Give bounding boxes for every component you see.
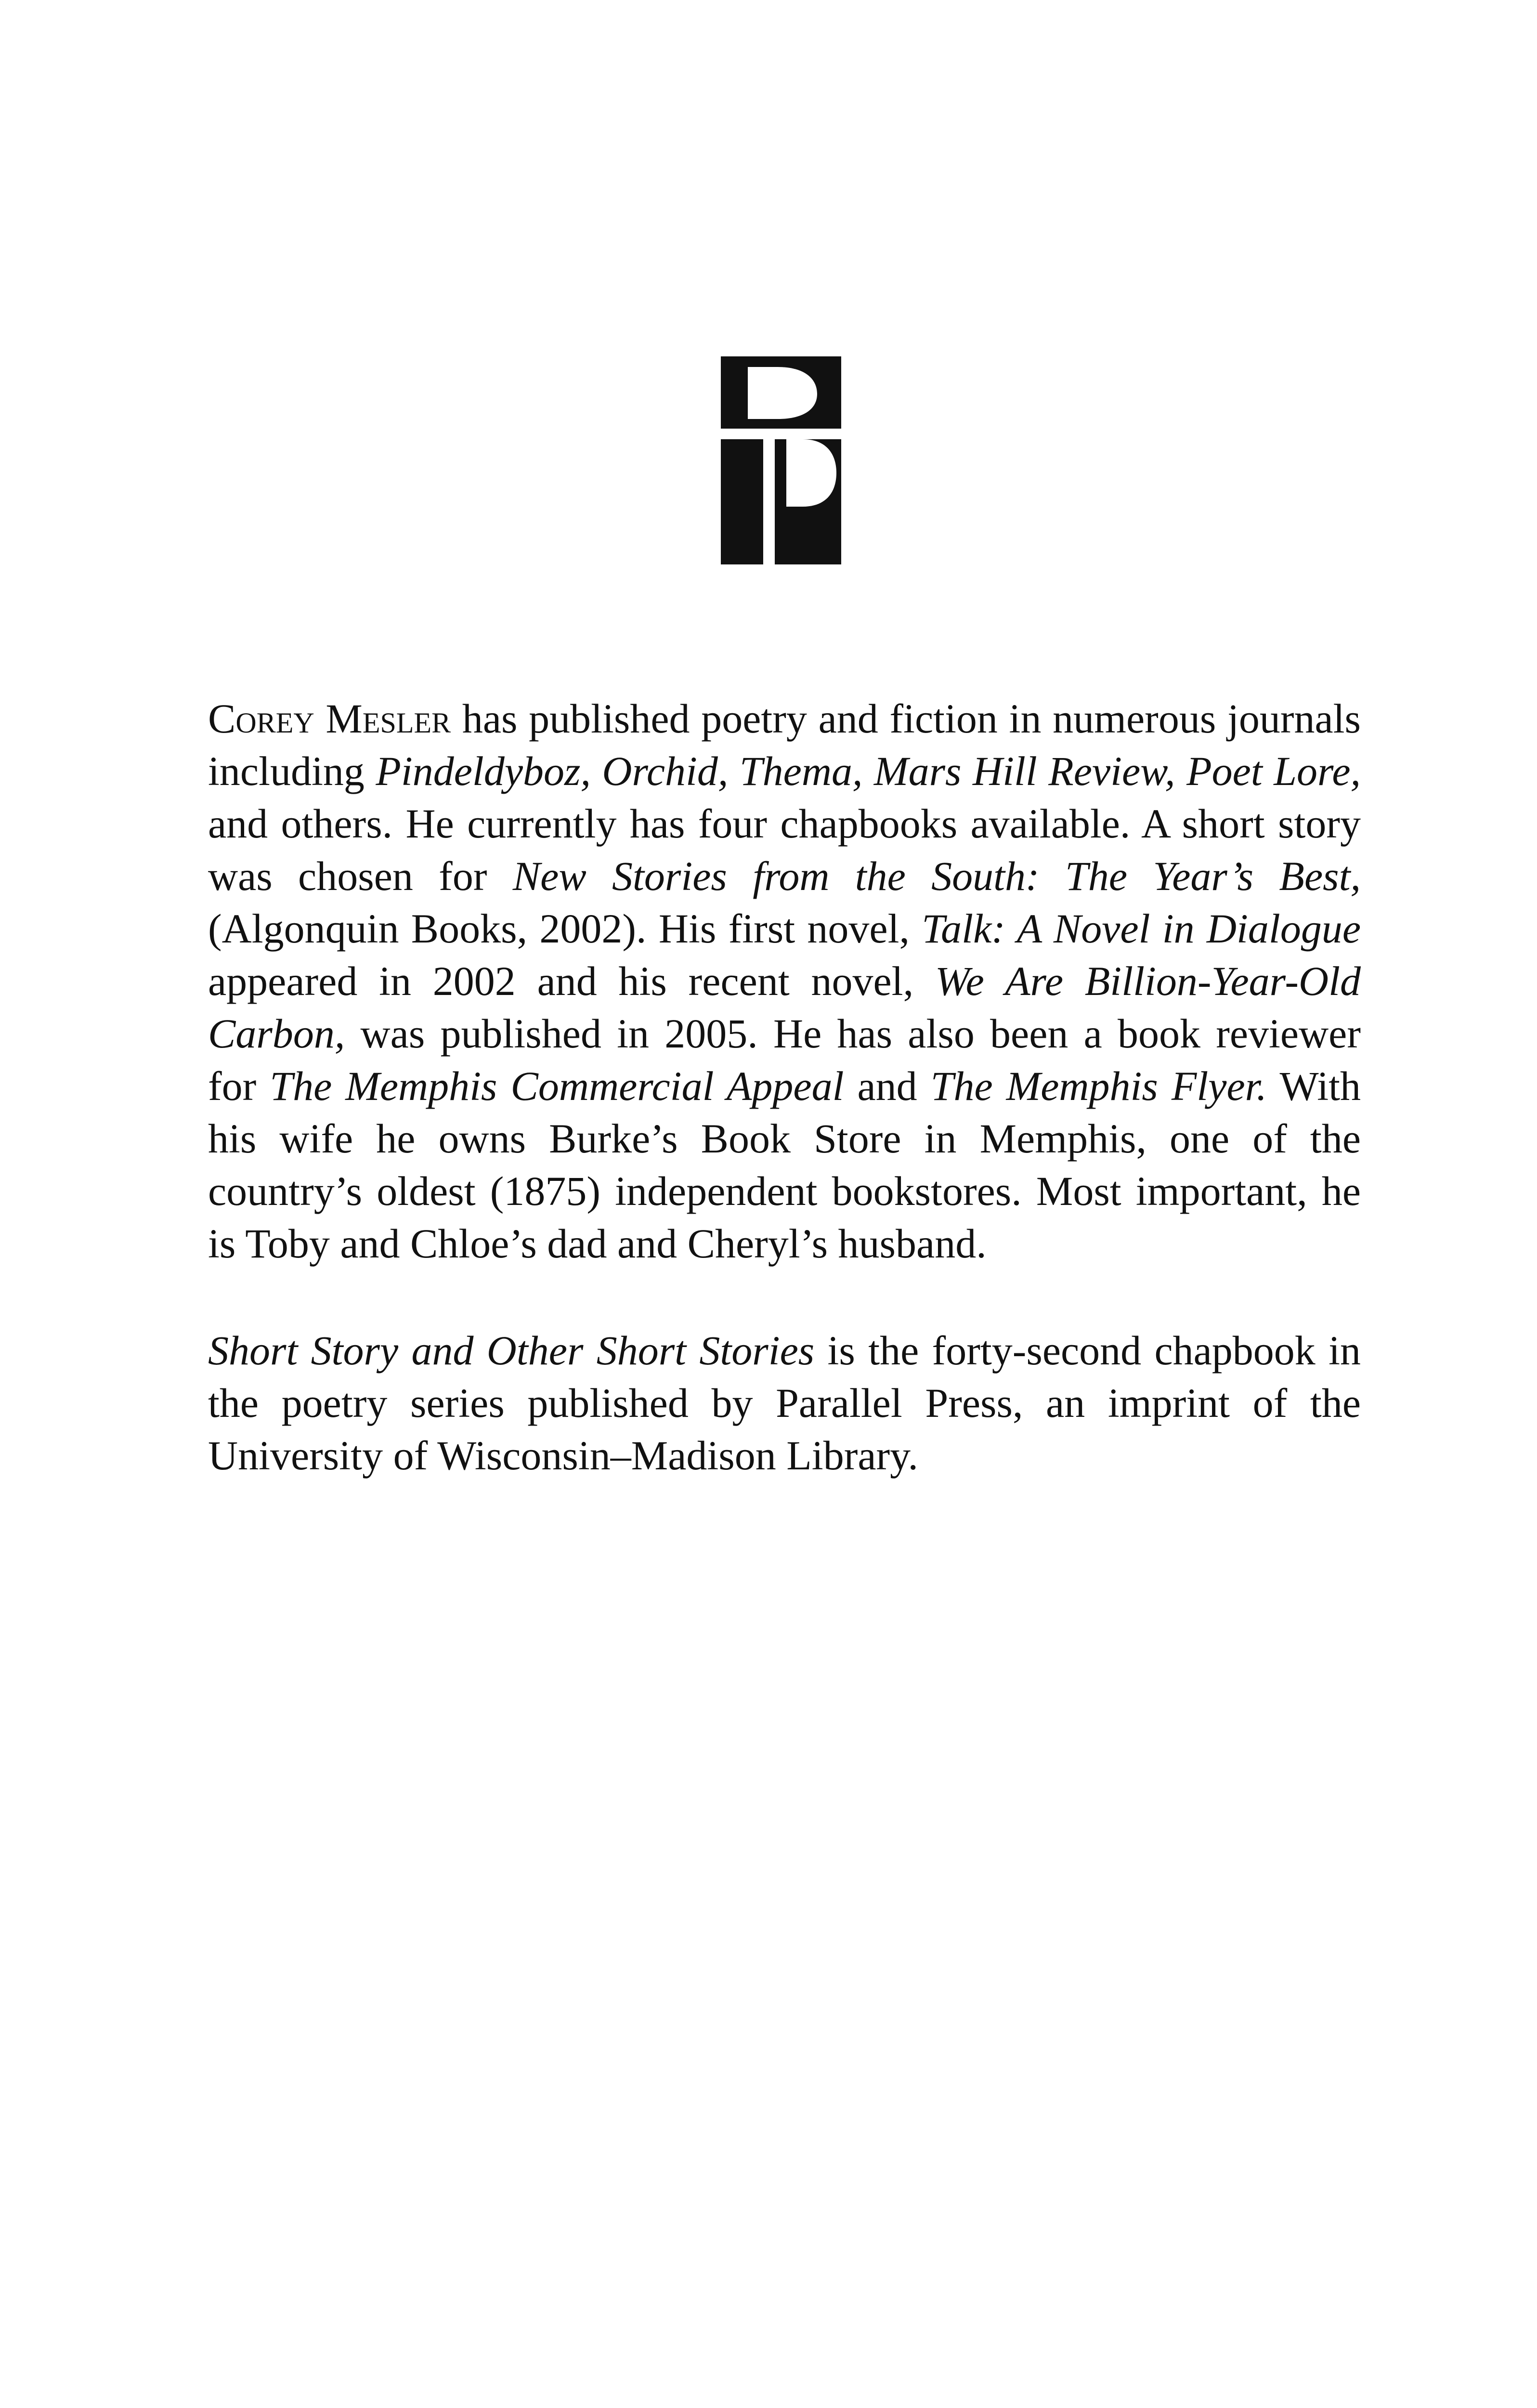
parallel-press-pp-monogram-icon — [721, 356, 841, 564]
newspaper-title: The Memphis Commercial Appeal — [270, 1063, 844, 1109]
recent-novel-title: We Are Billion-Year-Old Carbon, — [208, 958, 1361, 1057]
anthology-title: New Stories from the South: The Year’s Best, — [512, 853, 1361, 899]
first-novel-title: Talk: A Novel in Dialogue — [922, 905, 1361, 952]
author-name: Corey Mesler — [208, 695, 451, 742]
author-bio: Corey Mesler has published poetry and fiction in numerous journals including Pindeldyboz, Orchid, Thema, Mars Hill Review, Poet Lore, and others. He currently has four chapbooks available. A short story was chosen for New Stories from the South: The Year’s Best, (Algonquin Books, 2002). His first novel, Talk: A Novel in Dialogue appeared in 2002 and his recent novel, We Are Billion-Year-Old Carbon, was published in 2005. He has also been a book reviewer for The Memphis Commercial Appeal and The Memphis Flyer. With his wife he owns Burke’s Book Store in Memphis, one of the country’s oldest (1875) independent bookstores. Most important, he is Toby and Chloe’s dad and Cheryl’s husband. — [208, 695, 1361, 1267]
book-title: Short Story and Other Short Stories — [208, 1327, 815, 1374]
newspaper-title: The Memphis Flyer. — [930, 1063, 1267, 1109]
colophon: Short Story and Other Short Stories is the forty-second chapbook in the poetry series published by Parallel Press, an imprint of the University of Wisconsin–Madison Library. — [208, 1327, 1361, 1479]
journal-list: Pindeldyboz, Orchid, Thema, Mars Hill Review, Poet Lore, — [376, 748, 1361, 794]
